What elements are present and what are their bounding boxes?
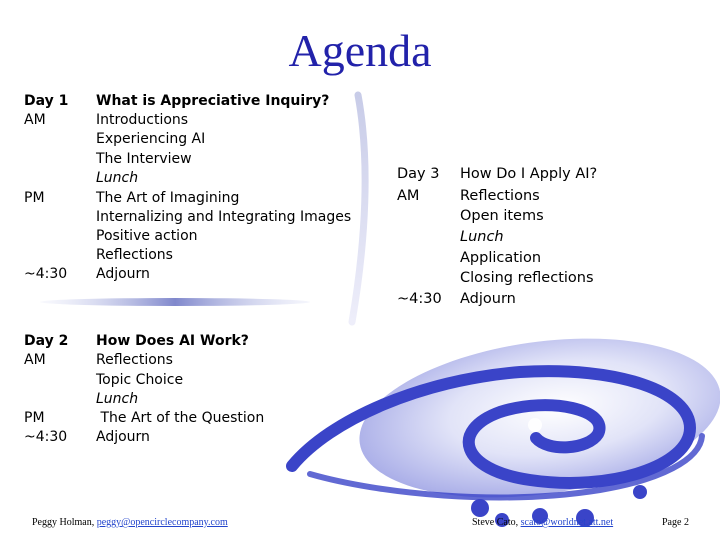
day2-topic: How Does AI Work? xyxy=(96,333,249,349)
day3-end-label: ~4:30 xyxy=(397,291,442,307)
day2-label: Day 2 xyxy=(24,333,69,349)
footer-left xyxy=(32,517,228,528)
day1-item: Adjourn xyxy=(96,266,150,282)
day1-item: The Art of Imagining xyxy=(96,190,240,206)
day3-topic: How Do I Apply AI? xyxy=(460,166,598,182)
day3-lunch: Lunch xyxy=(460,229,504,245)
divider-bar xyxy=(40,298,310,306)
day3-item: Adjourn xyxy=(460,291,516,307)
day3-item: Open items xyxy=(460,208,544,224)
day1-lunch: Lunch xyxy=(96,170,139,186)
page-number: Page 2 xyxy=(662,517,689,528)
day1-pm-label: PM xyxy=(24,190,45,206)
day1-end-label: ~4:30 xyxy=(24,266,68,282)
day1-item: Reflections xyxy=(96,247,173,263)
day2-end-label: ~4:30 xyxy=(24,429,68,445)
day2-pm-label: PM xyxy=(24,410,45,426)
footer-right xyxy=(472,517,613,528)
day2-item: Adjourn xyxy=(96,429,150,445)
day3-item: Closing reflections xyxy=(460,270,594,286)
footer-left-name: Peggy Holman, xyxy=(32,517,97,528)
day1-topic: What is Appreciative Inquiry? xyxy=(96,93,330,109)
page-title: Agenda xyxy=(288,25,432,76)
day2-lunch: Lunch xyxy=(96,391,139,407)
day1-am-label: AM xyxy=(24,112,46,128)
day3-item: Application xyxy=(460,250,542,266)
galaxy-swirl xyxy=(292,317,720,527)
day2-am-label: AM xyxy=(24,352,46,368)
day1-item: Experiencing AI xyxy=(96,131,206,147)
footer-right-email-link[interactable]: scato@worldnet.att.net xyxy=(520,517,614,528)
day2-item: Topic Choice xyxy=(96,372,184,388)
day3-label: Day 3 xyxy=(397,166,440,182)
day2-item: The Art of the Question xyxy=(96,410,265,426)
footer-left-email-link[interactable]: peggy@opencirclecompany.com xyxy=(96,517,228,528)
day1-label: Day 1 xyxy=(24,93,69,109)
day1-item: Positive action xyxy=(96,228,198,244)
day1-item: Internalizing and Integrating Images xyxy=(96,209,352,225)
day1-item: The Interview xyxy=(96,151,192,167)
vertical-divider xyxy=(352,95,365,322)
day3-item: Reflections xyxy=(460,188,540,204)
day3-am-label: AM xyxy=(397,188,420,204)
day2-item: Reflections xyxy=(96,352,173,368)
footer-right-name: Steve Cato, xyxy=(472,517,521,528)
day1-item: Introductions xyxy=(96,112,189,128)
